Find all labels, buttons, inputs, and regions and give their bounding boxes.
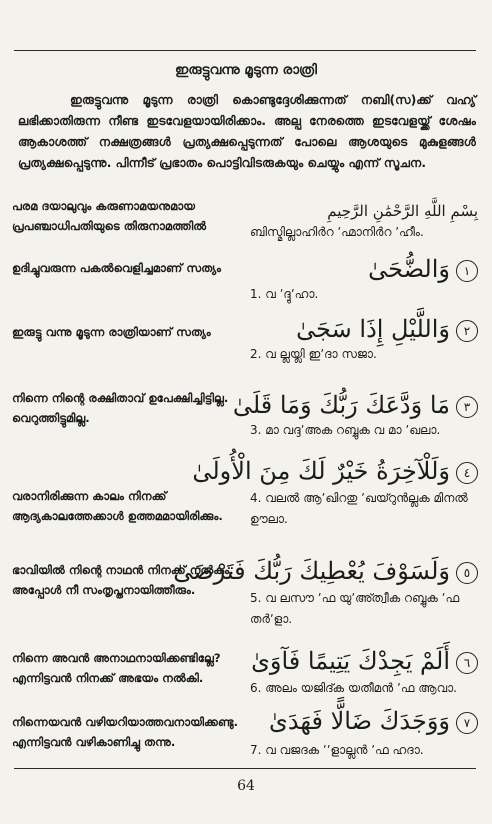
verse-5-translation: ഭാവിയിൽ നിന്റെ നാഥൻ നിനക്ക് നൽകും. അപ്പോൾ നീ സംതൃപ്തനായിത്തീരും. — [12, 563, 234, 597]
verse-2-translation: ഇരുട്ടു വന്നു മൂടുന്ന രാത്രിയാണ് സത്യം — [12, 325, 211, 339]
verse-4-transliteration: 4. വലൽ ആʼഖിറതു ʼഖയ്റുൻല്ലക മിനൽ ഊലാ. — [250, 491, 468, 526]
verse-4-arabic-text: وَلَلْآخِرَةُ خَيْرٌ لَكَ مِنَ الْأُولَىٰ — [192, 457, 450, 485]
verse-5-transliteration: 5. വ ലസൗ ʼഫ യുʼഅ്ത്വീക റബ്ബുക ʼഫ തർʼളാ. — [250, 591, 460, 626]
verse-5-arabic — [173, 556, 478, 586]
intro-paragraph: ഇരുട്ടുവന്നു മൂടുന്ന രാത്രി കൊണ്ടുദ്ദേശിക്കുന്നത് നബി(സ)ക്ക് വഹ്യ് ലഭിക്കാതിരുന്ന നീണ്ട ഇടവേളയായിരിക്കാം. അല്പ നേരത്തെ ഇടവേളയ്ക്ക് ശേഷം ആകാശത്ത് നക്ഷത്രങ്ങൾ പ്രത്യക്ഷപ്പെടുന്നത് പോലെ ആശയുടെ മുകുളങ്ങൾ പ്രത്യക്ഷപ്പെടുന്നു. പിന്നീട് പ്രഭാതം പൊട്ടിവിടരുകയും ചെയ്യും എന്ന് സൂചന. — [18, 93, 476, 170]
verse-6-translation: നിന്നെ അവൻ അനാഥനായിക്കണ്ടില്ലേ? എന്നിട്ടവൻ നിനക്ക് അഭയം നൽകി. — [12, 651, 221, 685]
verse-1-translation: ഉദിച്ചുവരുന്ന പകൽവെളിച്ചമാണ് സത്യം — [12, 261, 222, 275]
verse-6-arabic-text: أَلَمْ يَجِدْكَ يَتِيمًا فَآوَىٰ — [251, 647, 450, 675]
verse-7-arabic — [238, 706, 478, 736]
verse-6-transliteration: 6. അലം യജിദ്ക യതീമൻ ʼഫ ആവാ. — [250, 681, 457, 695]
verse-7-transliteration: 7. വ വജദക ʼʼളാല്ലൻ ʼഫ ഹദാ. — [250, 743, 424, 757]
verse-3-translation: നിന്നെ നിന്റെ രക്ഷിതാവ് ഉപേക്ഷിച്ചിട്ടില്ല. വെറുത്തിട്ടുമില്ല. — [12, 391, 229, 425]
verse-number-marker: ٦ — [456, 652, 478, 674]
verse-3-transliteration: 3. മാ വദ്ദʼഅക റബ്ബുക വ മാ ʼഖലാ. — [250, 423, 441, 437]
basmala-transliteration: ബിസ്മില്ലാഹിർറ ʼഹ്മാനിർറ ʼഹീം. — [250, 225, 424, 239]
basmala-translation: പരമ ദയാലുവും കരുണാമയനുമായ പ്രപഞ്ചാധിപതിയുടെ തിരുനാമത്തിൽ — [12, 199, 207, 233]
page-number: 64 — [237, 778, 255, 794]
top-rule — [14, 50, 476, 51]
verse-4-translation: വരാനിരിക്കുന്ന കാലം നിനക്ക് ആദ്യകാലത്തേക്കാൾ ഉത്തമമായിരിക്കും. — [12, 489, 223, 523]
verse-number-marker: ٢ — [456, 320, 478, 342]
verse-7-translation: നിന്നെയവൻ വഴിയറിയാത്തവനായിക്കണ്ടു. എന്നിട്ടവൻ വഴികാണിച്ചു തന്നു. — [12, 715, 238, 749]
verse-5-arabic-text: وَلَسَوْفَ يُعْطِيكَ رَبُّكَ فَتَرْضَىٰ — [173, 557, 450, 585]
verse-3-arabic — [232, 390, 478, 420]
verse-7-arabic-text: وَوَجَدَكَ ضَالًّا فَهَدَىٰ — [269, 707, 450, 735]
verse-number-marker: ٤ — [456, 462, 478, 484]
verse-2-transliteration: 2. വ ല്ലയ്ലി ഇʼദാ സജാ. — [250, 347, 377, 361]
verse-4-arabic — [192, 456, 478, 486]
basmala-arabic: بِسْمِ اللَّهِ الرَّحْمَٰنِ الرَّحِيمِ — [327, 202, 478, 220]
verse-2-arabic — [238, 314, 478, 344]
verse-1-arabic-text: وَالضُّحَىٰ — [368, 255, 450, 283]
verse-number-marker: ٥ — [456, 562, 478, 584]
verse-3-arabic-text: مَا وَدَّعَكَ رَبُّكَ وَمَا قَلَىٰ — [232, 391, 450, 419]
page-title: ഇരുട്ടുവന്നു മൂടുന്ന രാത്രി — [175, 62, 317, 78]
verse-number-marker: ١ — [456, 260, 478, 282]
bottom-rule — [14, 768, 476, 769]
verse-1-transliteration: 1. വ ʼദ്ദുʼഹാ. — [250, 287, 319, 301]
verse-number-marker: ٧ — [456, 712, 478, 734]
verse-6-arabic — [238, 646, 478, 676]
verse-2-arabic-text: وَاللَّيْلِ إِذَا سَجَىٰ — [296, 315, 450, 343]
verse-1-arabic — [238, 254, 478, 284]
verse-number-marker: ٣ — [456, 396, 478, 418]
